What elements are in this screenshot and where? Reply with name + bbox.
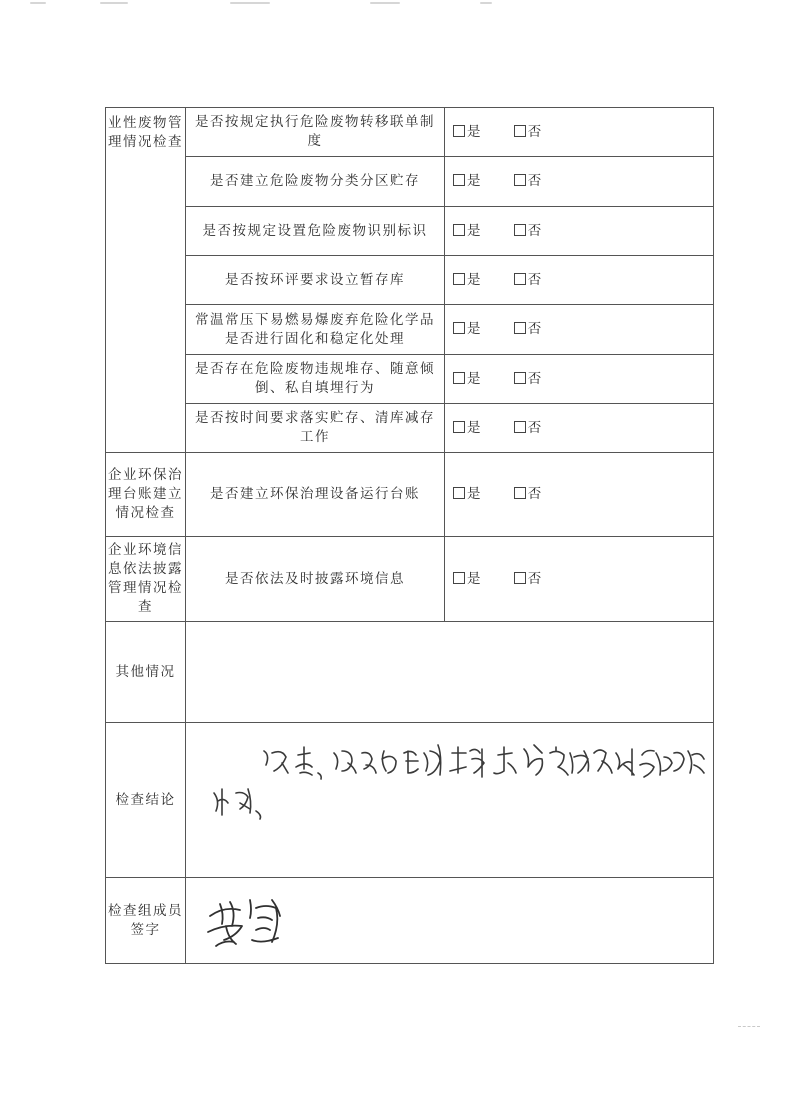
item-cell [186, 404, 445, 453]
no-option[interactable] [514, 320, 543, 339]
item-cell [186, 207, 445, 256]
table-row [106, 404, 714, 453]
checkbox-icon[interactable] [514, 572, 526, 584]
yes-label: 是 [467, 370, 482, 387]
conclusion-row [106, 723, 714, 878]
checkbox-icon[interactable] [453, 125, 465, 137]
checkbox-icon[interactable] [514, 273, 526, 285]
checkbox-icon[interactable] [453, 273, 465, 285]
yes-option[interactable] [453, 271, 482, 290]
checkbox-icon[interactable] [514, 487, 526, 499]
no-label: 否 [527, 222, 543, 239]
options-cell [445, 207, 714, 256]
yes-label: 是 [467, 123, 482, 140]
category-label: 企业环境信息依法披露管理情况检查 [108, 542, 183, 615]
yes-label: 是 [467, 419, 482, 436]
options-cell [445, 453, 714, 537]
checkbox-icon[interactable] [453, 224, 465, 236]
checkbox-icon[interactable] [453, 487, 465, 499]
item-cell [186, 256, 445, 305]
scan-top-edge [0, 0, 793, 12]
yes-option[interactable] [453, 419, 482, 438]
table-row [106, 453, 714, 537]
yes-label: 是 [467, 570, 482, 587]
conclusion-label-cell [106, 723, 186, 878]
item-cell [186, 453, 445, 537]
table-row [106, 355, 714, 404]
checkbox-icon[interactable] [453, 372, 465, 384]
no-option[interactable] [514, 485, 543, 504]
yes-label: 是 [467, 271, 482, 288]
options-cell [445, 537, 714, 622]
item-cell [186, 305, 445, 355]
no-label: 否 [527, 271, 543, 288]
item-text: 常温常压下易燃易爆废弃危险化学品是否进行固化和稳定化处理 [195, 311, 435, 347]
yes-option[interactable] [453, 222, 482, 241]
no-label: 否 [527, 123, 543, 140]
checkbox-icon[interactable] [514, 372, 526, 384]
item-text: 是否按时间要求落实贮存、清库减存工作 [195, 410, 435, 445]
conclusion-label: 检查结论 [115, 791, 176, 808]
yes-option[interactable] [453, 320, 482, 339]
no-option[interactable] [514, 222, 543, 241]
no-option[interactable] [514, 419, 543, 438]
yes-label: 是 [467, 486, 482, 502]
checkbox-icon[interactable] [453, 174, 465, 186]
table-row [106, 305, 714, 355]
item-text: 是否按环评要求设立暂存库 [225, 271, 405, 288]
options-cell [445, 256, 714, 305]
item-text: 是否建立环保治理设备运行台账 [210, 486, 420, 502]
item-cell [186, 157, 445, 207]
signature-label: 检查组成员签字 [108, 902, 183, 938]
item-cell [186, 537, 445, 622]
item-text: 是否按规定执行危险废物转移联单制度 [195, 114, 435, 149]
item-text: 是否依法及时披露环境信息 [225, 570, 405, 587]
no-label: 否 [527, 321, 543, 337]
yes-label: 是 [467, 321, 482, 337]
other-row [106, 622, 714, 723]
table-row [106, 537, 714, 622]
handwritten-conclusion [186, 723, 712, 878]
conclusion-field[interactable] [186, 723, 714, 878]
item-text: 是否建立危险废物分类分区贮存 [210, 173, 420, 189]
scan-mark [738, 1026, 760, 1030]
no-option[interactable] [514, 172, 543, 191]
yes-label: 是 [467, 173, 482, 189]
options-cell [445, 305, 714, 355]
options-cell [445, 157, 714, 207]
handwritten-signature [186, 878, 712, 964]
no-option[interactable] [514, 570, 543, 589]
no-label: 否 [527, 419, 543, 436]
other-label: 其他情况 [115, 663, 176, 680]
yes-option[interactable] [453, 123, 482, 142]
no-label: 否 [527, 570, 543, 587]
checkbox-icon[interactable] [514, 224, 526, 236]
signature-row [106, 878, 714, 964]
table-row [106, 108, 714, 157]
checkbox-icon[interactable] [514, 322, 526, 334]
category-cell [106, 108, 186, 453]
checkbox-icon[interactable] [514, 125, 526, 137]
yes-option[interactable] [453, 570, 482, 589]
yes-label: 是 [467, 222, 482, 239]
no-label: 否 [527, 370, 543, 387]
no-label: 否 [527, 486, 543, 502]
checkbox-icon[interactable] [514, 421, 526, 433]
category-label: 业性废物管理情况检查 [108, 115, 183, 150]
table-row [106, 157, 714, 207]
category-cell [106, 453, 186, 537]
other-label-cell [106, 622, 186, 723]
signature-label-cell [106, 878, 186, 964]
checkbox-icon[interactable] [453, 421, 465, 433]
options-cell [445, 108, 714, 157]
item-cell [186, 355, 445, 404]
checkbox-icon[interactable] [453, 322, 465, 334]
table-row [106, 207, 714, 256]
yes-option[interactable] [453, 485, 482, 504]
item-cell [186, 108, 445, 157]
no-option[interactable] [514, 271, 543, 290]
options-cell [445, 355, 714, 404]
yes-option[interactable] [453, 172, 482, 191]
checkbox-icon[interactable] [453, 572, 465, 584]
category-label: 企业环保治理台账建立情况检查 [108, 467, 183, 521]
inspection-form-table [105, 107, 714, 964]
no-option[interactable] [514, 370, 543, 389]
options-cell [445, 404, 714, 453]
item-text: 是否存在危险废物违规堆存、随意倾倒、私自填埋行为 [195, 361, 435, 396]
category-cell [106, 537, 186, 622]
checkbox-icon[interactable] [514, 174, 526, 186]
signature-field[interactable] [186, 878, 714, 964]
no-label: 否 [527, 173, 543, 189]
other-value-field[interactable] [186, 622, 714, 723]
table-row [106, 256, 714, 305]
yes-option[interactable] [453, 370, 482, 389]
no-option[interactable] [514, 123, 543, 142]
item-text: 是否按规定设置危险废物识别标识 [202, 222, 428, 239]
